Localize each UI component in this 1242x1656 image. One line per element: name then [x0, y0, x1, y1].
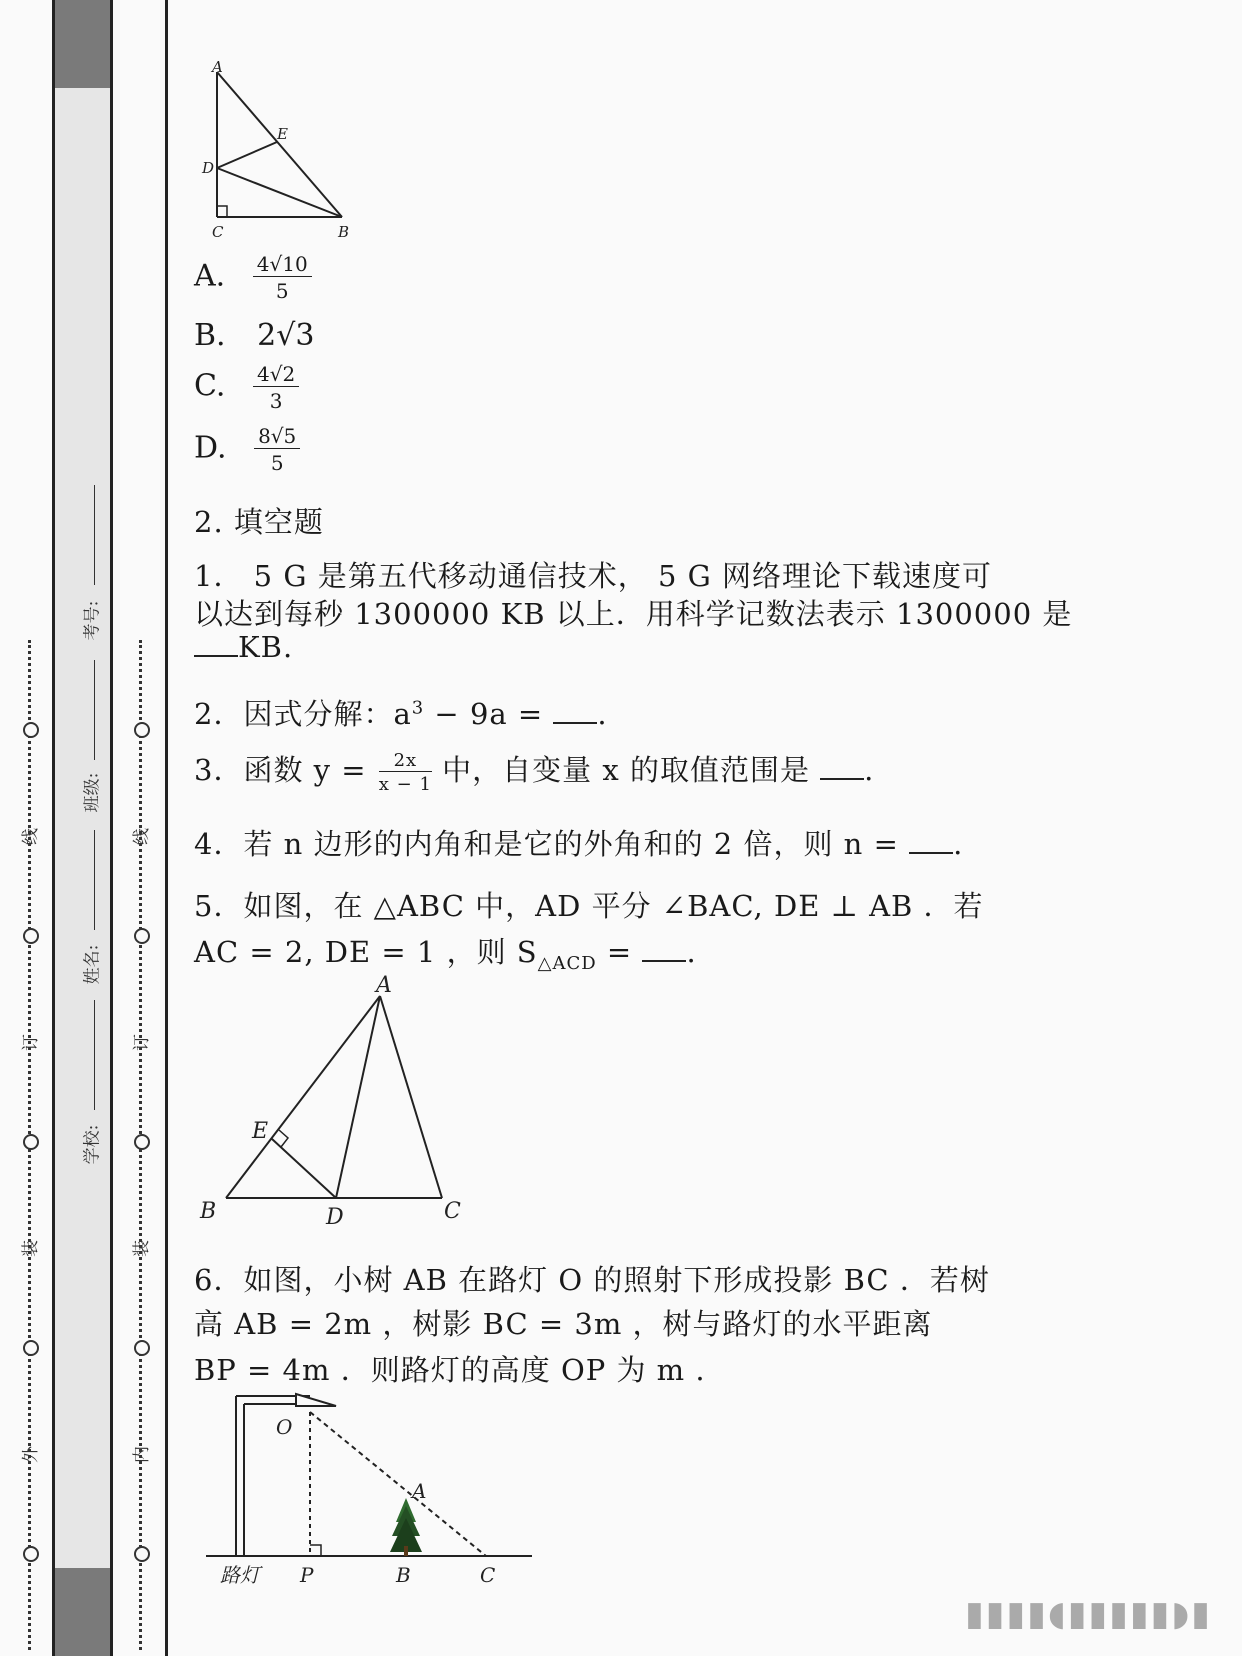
figure-right-triangle — [196, 60, 356, 240]
label-A: A — [376, 973, 392, 998]
answer-blank[interactable] — [909, 832, 953, 854]
inner-word: 线 — [132, 828, 152, 845]
figure-angle-bisector — [190, 968, 480, 1230]
binding-hole — [134, 722, 150, 738]
figure-lamp-shadow — [200, 1386, 536, 1586]
class-field[interactable] — [94, 660, 95, 760]
option-letter: D. — [194, 430, 227, 466]
q6-line-1: 6．如图，小树 AB 在路灯 O 的照射下形成投影 BC ．若树 — [194, 1263, 990, 1297]
answer-blank[interactable] — [820, 758, 864, 780]
q2-line: 2．因式分解：$a^3 - 9a$ = . — [194, 697, 608, 731]
option-a[interactable] — [194, 252, 312, 303]
inner-word: 订 — [132, 1034, 152, 1051]
label-E: E — [252, 1119, 269, 1144]
right-angle-mark — [217, 206, 227, 217]
label-B: B — [396, 1563, 411, 1586]
q1-line-2: 以达到每秒 1300000 KB 以上．用科学记数法表示 1300000 是 — [194, 597, 1073, 631]
label-C: C — [212, 223, 224, 240]
q5-line-1: 5．如图，在 △ABC 中，AD 平分 ∠BAC, DE ⊥ AB ．若 — [194, 889, 984, 923]
label-E: E — [277, 125, 288, 143]
segment-DB — [217, 168, 342, 217]
binding-hole — [134, 1546, 150, 1562]
right-angle-mark — [279, 1130, 288, 1147]
binding-hole — [23, 722, 39, 738]
label-D: D — [202, 159, 215, 177]
answer-blank[interactable] — [642, 940, 686, 962]
binding-hole — [23, 1134, 39, 1150]
school-field[interactable] — [94, 1000, 95, 1110]
exam-no-label: 考号: — [82, 600, 103, 641]
q5-line-2: AC = 2, DE = 1 ，则 $S_{\triangle ACD}$ = . — [194, 935, 697, 974]
binding-hole — [134, 928, 150, 944]
class-label: 班级: — [82, 772, 103, 813]
label-B: B — [338, 223, 350, 240]
option-letter: A. — [194, 258, 226, 294]
margin-border-mid — [110, 0, 113, 1656]
margin-border-right — [165, 0, 168, 1656]
binding-hole — [23, 1340, 39, 1356]
binding-hole — [23, 1546, 39, 1562]
margin-band-bottom — [55, 1568, 110, 1656]
segment-DE — [272, 1139, 336, 1198]
name-field[interactable] — [94, 830, 95, 930]
label-B: B — [200, 1199, 217, 1224]
answer-blank[interactable] — [194, 635, 238, 657]
q3-line: 3．函数 y = $\frac{2x}{x - 1}$ 中，自变量 x 的取值范围是 . — [194, 749, 875, 795]
binding-hole — [134, 1340, 150, 1356]
label-P: P — [300, 1563, 314, 1586]
exam-no-field[interactable] — [94, 485, 95, 585]
option-letter: B. — [194, 318, 226, 353]
right-angle-mark — [310, 1545, 321, 1556]
segment-AC — [380, 996, 442, 1198]
outer-word: 订 — [21, 1034, 41, 1051]
margin-band — [55, 88, 110, 1568]
label-A: A — [212, 60, 223, 76]
segment-DE — [217, 142, 277, 168]
binding-hole — [134, 1134, 150, 1150]
watermark-icon: ▮▮▮▮◖▮▮▮▮▮◗▮ — [965, 1594, 1212, 1634]
tree-icon — [390, 1498, 422, 1556]
label-O: O — [276, 1415, 293, 1439]
option-letter: C. — [194, 368, 226, 404]
lamp-head-icon — [296, 1394, 336, 1406]
inner-word: 内 — [132, 1446, 152, 1463]
segment-AB — [217, 72, 342, 217]
option-d[interactable] — [194, 424, 300, 475]
q1-line-1: 1． 5 G 是第五代移动通信技术， 5 G 网络理论下载速度可 — [194, 559, 992, 593]
option-d-fraction: $\frac{8√5}{5}$ — [254, 424, 300, 475]
outer-word: 装 — [21, 1240, 41, 1257]
label-lamp: 路灯 — [220, 1563, 260, 1586]
q6-line-3: BP = 4m ．则路灯的高度 OP 为 m . — [194, 1353, 706, 1387]
binding-margin — [0, 0, 170, 1656]
option-c[interactable] — [194, 362, 299, 413]
section-title: 2. 填空题 — [194, 505, 324, 539]
option-c-fraction: $\frac{4√2}{3}$ — [253, 362, 299, 413]
binding-hole — [23, 928, 39, 944]
label-A: A — [412, 1479, 427, 1503]
q4-line: 4．若 n 边形的内角和是它的外角和的 2 倍，则 n = . — [194, 827, 964, 861]
margin-band-top — [55, 0, 110, 88]
answer-blank[interactable] — [553, 702, 597, 724]
name-label: 姓名: — [82, 944, 103, 985]
option-b[interactable] — [194, 318, 314, 353]
q3-fraction: $\frac{2x}{x - 1}$ — [378, 749, 432, 795]
q1-line-3: KB. — [194, 630, 293, 664]
outer-word: 外 — [21, 1446, 41, 1463]
inner-word: 装 — [132, 1240, 152, 1257]
school-label: 学校: — [82, 1124, 103, 1165]
q6-line-2: 高 AB = 2m ，树影 BC = 3m ，树与路灯的水平距离 — [194, 1307, 933, 1341]
option-b-value: 2√3 — [257, 318, 315, 353]
label-C: C — [444, 1199, 461, 1224]
label-D: D — [326, 1205, 344, 1230]
outer-word: 线 — [21, 828, 41, 845]
option-a-fraction: $\frac{4√10}{5}$ — [253, 252, 312, 303]
label-C: C — [480, 1563, 496, 1586]
